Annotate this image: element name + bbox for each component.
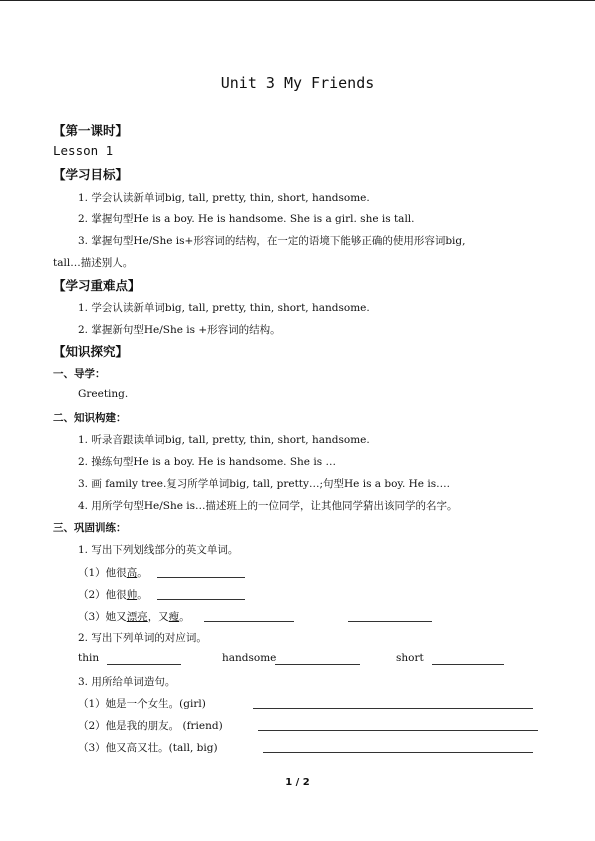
q2-word: short — [396, 652, 424, 664]
q1-prompt: 1. 写出下列划线部分的英文单词。 — [78, 544, 239, 556]
build-heading: 二、知识构建： — [53, 412, 127, 424]
goal-item: 2. 掌握句型He is a boy. He is handsome. She is a girl. she is tall. — [78, 213, 415, 225]
q3-item: （3）他又高又壮。(tall, big) — [78, 742, 218, 754]
q3-answer-blank-3[interactable] — [263, 740, 533, 753]
key-point-item: 2. 掌握新句型He/She is +形容词的结构。 — [78, 324, 281, 336]
explore-heading: 【知识探究】 — [53, 344, 129, 359]
q2-word: handsome — [222, 652, 277, 664]
practice-heading: 三、巩固训练： — [53, 522, 127, 534]
q3-item: （2）他是我的朋友。 (friend) — [78, 720, 223, 732]
q2-answer-blank-1[interactable] — [107, 652, 181, 665]
q1-answer-blank-3b[interactable] — [348, 609, 432, 622]
q1-sentence-2: （2）他很帅。 — [78, 589, 148, 601]
q3-answer-blank-2[interactable] — [258, 718, 538, 731]
q2-answer-blank-3[interactable] — [432, 652, 504, 665]
q1-sentence-3: （3）她又漂亮，又瘦。 — [78, 611, 190, 623]
guide-heading: 一、导学： — [53, 368, 106, 380]
build-item: 4. 用所学句型He/She is…描述班上的一位同学，让其他同学猜出该同学的名字。 — [78, 500, 458, 512]
q3-prompt: 3. 用所给单词造句。 — [78, 676, 176, 688]
lesson-period-heading: 【第一课时】 — [53, 123, 129, 138]
q1-answer-blank-2[interactable] — [157, 587, 245, 600]
page-title: Unit 3 My Friends — [220, 74, 375, 92]
q1-answer-blank-3a[interactable] — [204, 609, 294, 622]
q1-sentence-1: （1）他很高。 — [78, 567, 148, 579]
page-number: 1 / 2 — [285, 777, 310, 788]
q3-answer-blank-1[interactable] — [253, 696, 533, 709]
top-rule — [0, 0, 595, 1]
goal-item: 3. 掌握句型He/She is+形容词的结构，在一定的语境下能够正确的使用形容词big, — [78, 235, 466, 247]
build-item: 1. 听录音跟读单词big, tall, pretty, thin, short, handsome. — [78, 434, 370, 446]
key-point-item: 1. 学会认读新单词big, tall, pretty, thin, short, handsome. — [78, 302, 370, 314]
q2-answer-blank-2[interactable] — [275, 652, 360, 665]
guide-text: Greeting. — [78, 388, 129, 400]
goals-heading: 【学习目标】 — [53, 167, 129, 182]
goal-item-continuation: tall…描述别人。 — [53, 257, 134, 269]
q1-answer-blank-1[interactable] — [157, 565, 245, 578]
build-item: 3. 画 family tree.复习所学单词big, tall, pretty…;句型He is a boy. He is…. — [78, 478, 450, 490]
lesson-label: Lesson 1 — [53, 143, 114, 158]
build-item: 2. 操练句型He is a boy. He is handsome. She is … — [78, 456, 336, 468]
q2-word: thin — [78, 652, 100, 664]
q3-item: （1）她是一个女生。(girl) — [78, 698, 206, 710]
q2-prompt: 2. 写出下列单词的对应词。 — [78, 632, 207, 644]
goal-item: 1. 学会认读新单词big, tall, pretty, thin, short, handsome. — [78, 192, 370, 204]
key-points-heading: 【学习重难点】 — [53, 278, 141, 293]
